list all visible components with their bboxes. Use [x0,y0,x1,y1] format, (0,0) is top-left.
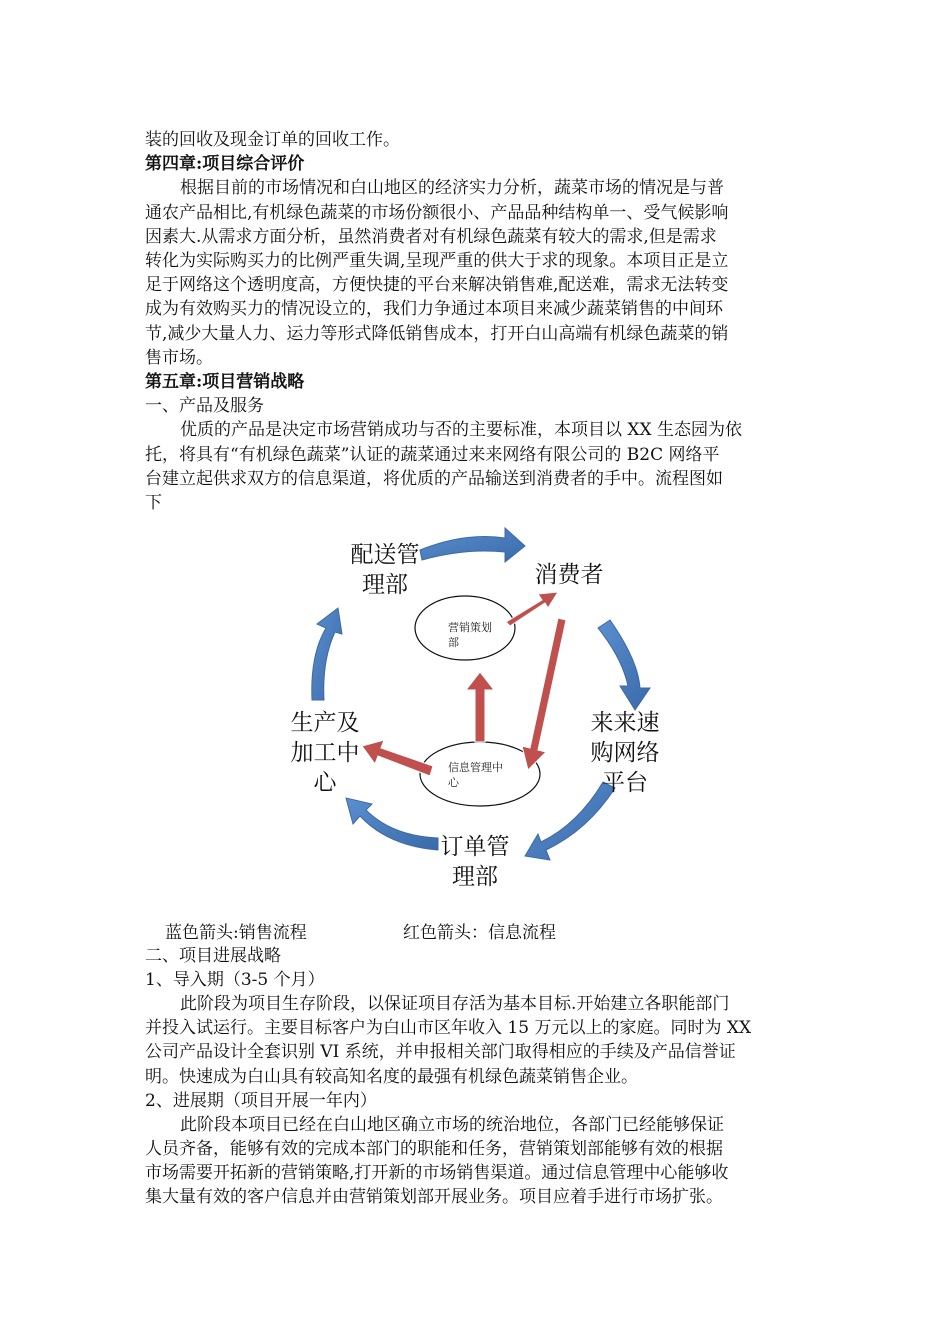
text-line: 此阶段本项目已经在白山地区确立市场的统治地位，各部门已经能够保证 [180,1114,724,1135]
blue-arrow-production-to-delivery [312,608,342,700]
text-line: 根据目前的市场情况和白山地区的经济实力分析，蔬菜市场的情况是与普 [180,178,724,199]
text-line: 集大量有效的客户信息并由营销策划部开展业务。项目应着手进行市场扩张。 [145,1187,723,1207]
text-line: 公司产品设计全套识别 VI 系统，并申报相关部门取得相应的手续及产品信誉证 [145,1042,736,1063]
text-line: 节,减少大量人力、运力等形式降低销售成本，打开白山高端有机绿色蔬菜的销 [145,323,729,344]
text-line: 2、进展期（项目开展一年内） [145,1090,377,1111]
text-line: 成为有效购买力的情况设立的，我们力争通过本项目来减少蔬菜销售的中间环 [145,299,723,320]
node-delivery-dept: 配送管 理部 [350,542,420,598]
node-consumer: 消费者 [534,562,604,588]
text-line: 售市场。 [145,347,213,368]
text-line: 下 [145,493,162,513]
legend-red: 红色箭头：信息流程 [403,923,556,943]
flow-diagram [270,520,680,900]
text-line: 1、导入期（3-5 个月） [145,970,325,991]
ellipse-label-marketing: 营销策划 部 [448,621,492,649]
text-line: 优质的产品是决定市场营销成功与否的主要标准，本项目以 XX 生态园为依 [180,420,743,441]
node-platform: 来来速 购网络 平台 [590,710,660,796]
text-line: 并投入试运行。主要目标客户为白山市区年收入 15 万元以上的家庭。同时为 XX [145,1018,752,1039]
node-production-center: 生产及 加工中 心 [290,710,360,796]
text-line: 人员齐备，能够有效的完成本部门的职能和任务，营销策划部能够有效的根据 [145,1138,723,1159]
text-line: 一、产品及服务 [145,396,264,417]
red-arrow-info-to-marketing [466,672,494,742]
blue-arrow-consumer-to-platform [598,620,650,710]
text-line: 托，将具有“有机绿色蔬菜”认证的蔬菜通过来来网络有限公司的 B2C 网络平 [145,444,720,465]
text-line: 台建立起供求双方的信息渠道，将优质的产品输送到消费者的手中。流程图如 [145,468,723,489]
text-line: 市场需要开拓新的营销策略,打开新的市场销售渠道。通过信息管理中心能够收 [145,1162,729,1183]
legend-blue: 蓝色箭头:销售流程 [165,923,307,943]
chapter-heading: 第五章:项目营销战略 [145,372,305,392]
text-line: 转化为实际购买力的比例严重失调,呈现严重的供大于求的现象。本项目正是立 [145,251,729,271]
node-order-dept: 订单管 理部 [440,834,510,890]
text-line: 二、项目进展战略 [145,946,281,966]
chapter-heading: 第四章:项目综合评价 [145,154,305,175]
text-line: 因素大.从需求方面分析，虽然消费者对有机绿色蔬菜有较大的需求,但是需求 [145,226,717,247]
text-line: 足于网络这个透明度高，方便快捷的平台来解决销售难,配送难，需求无法转变 [145,275,729,296]
red-arrow-info-to-production [362,740,433,776]
text-line: 此阶段为项目生存阶段，以保证项目存活为基本目标.开始建立各职能部门 [180,994,730,1015]
text-line: 通农产品相比,有机绿色蔬菜的市场份额很小、产品品种结构单一、受气候影响 [145,202,729,223]
text-line: 装的回收及现金订单的回收工作。 [145,130,400,150]
text-line: 明。快速成为白山具有较高知名度的最强有机绿色蔬菜销售企业。 [145,1066,638,1087]
ellipse-label-info: 信息管理中 心 [448,761,503,789]
blue-arrow-order-to-production [346,798,438,850]
blue-arrow-delivery-to-consumer [420,528,525,562]
